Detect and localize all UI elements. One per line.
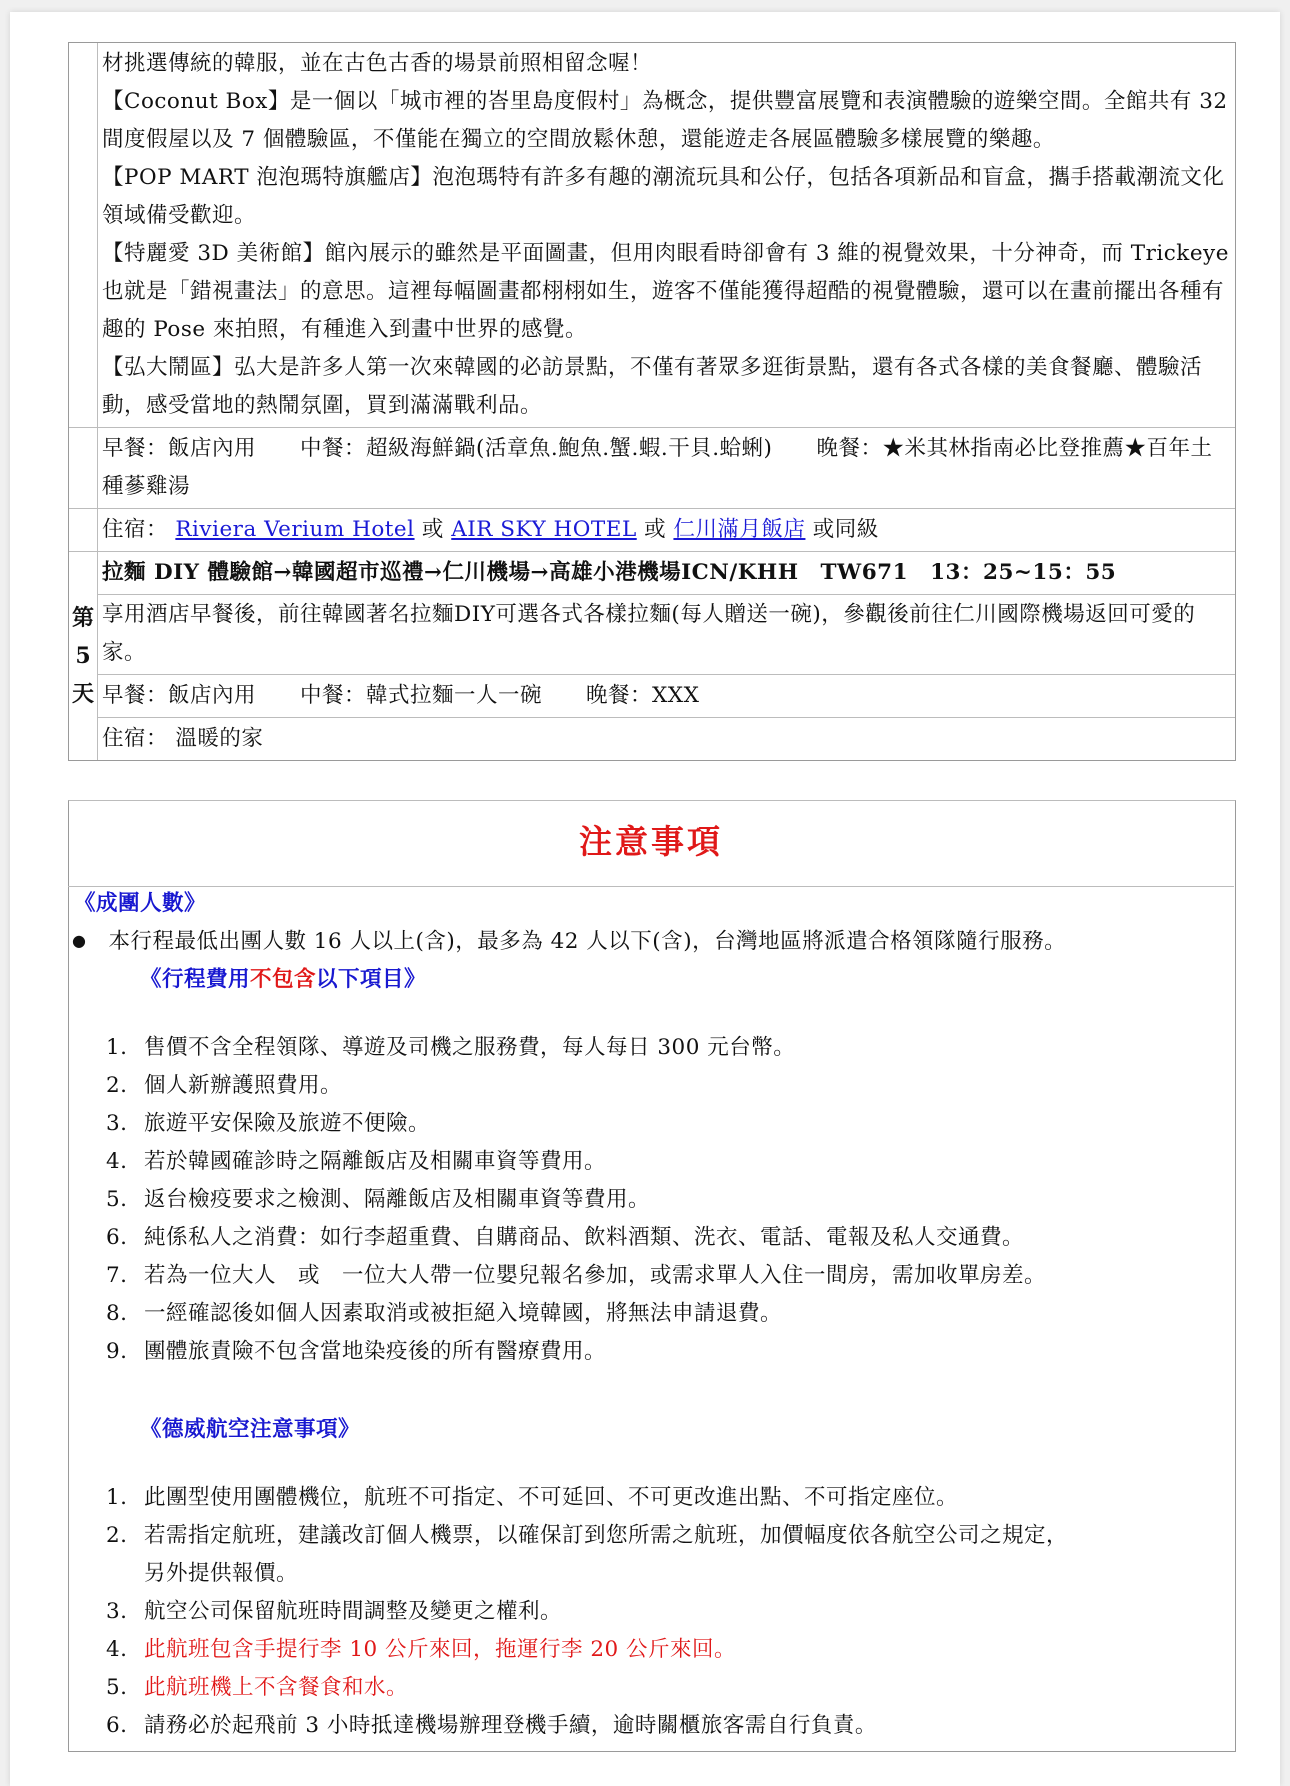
airline-heading: 《德威航空注意事項》 [140,1417,361,1442]
item-number: 2. [106,1073,128,1098]
item-text: 一經確認後如個人因素取消或被拒絕入境韓國，將無法申請退費。 [144,1301,783,1326]
item-number: 3. [106,1111,128,1136]
day5-label-char: 第 [71,605,94,631]
list-item [106,1556,298,1587]
list-item [106,1030,795,1061]
hotel-link-riviera[interactable]: Riviera Verium Hotel [175,517,415,542]
list-item [106,1144,606,1175]
item-number: 2. [106,1523,128,1548]
notes-title-box [68,800,1234,887]
day5-row [69,552,1235,760]
item-text: 若需指定航班，建議改訂個人機票，以確保訂到您所需之航班，加價幅度依各航空公司之規定， [144,1523,1069,1548]
hotel-link-airsky[interactable]: AIR SKY HOTEL [451,517,637,542]
item-text: 另外提供報價。 [144,1561,299,1586]
excluded-heading-part: 《行程費用 [140,967,251,992]
hotel-suffix: 或同級 [812,517,879,542]
group-size-text: 本行程最低出團人數 16 人以上(含)，最多為 42 人以下(含)，台灣地區將派遣合格領隊隨行服務。 [108,929,1067,954]
list-item [106,1220,1024,1251]
item-text-red: 此航班包含手提行李 10 公斤來回，拖運行李 20 公斤來回。 [144,1637,737,1662]
hotel-link-incheon[interactable]: 仁川滿月飯店 [673,517,806,542]
day4-meals-row [69,428,1235,509]
list-item [106,1106,430,1137]
item-text: 純係私人之消費：如行李超重費、自購商品、飲料酒類、洗衣、電話、電報及私人交通費。 [144,1225,1025,1250]
day4-paragraph: 【POP MART 泡泡瑪特旗艦店】泡泡瑪特有許多有趣的潮流玩具和公仔，包括各項新品和盲盒，攜手搭載潮流文化領域備受歡迎。 [102,165,1225,228]
document-page [10,12,1280,1786]
list-item [106,1594,562,1625]
list-item [106,1670,408,1701]
item-number: 4. [106,1637,128,1662]
item-text: 此團型使用團體機位，航班不可指定、不可延回、不可更改進出點、不可指定座位。 [144,1485,959,1510]
item-number: 1. [106,1035,128,1060]
item-number: 6. [106,1713,128,1738]
item-text-red: 此航班機上不含餐食和水。 [144,1675,409,1700]
day4-paragraph: 【弘大鬧區】弘大是許多人第一次來韓國的必訪景點，不僅有著眾多逛街景點，還有各式各樣的美食餐廳、體驗活動，感受當地的熱鬧氛圍，買到滿滿戰利品。 [102,355,1203,418]
itinerary-table [68,42,1236,761]
day4-description [98,43,1235,427]
day5-label [69,552,98,760]
day5-label-char: 天 [71,681,94,707]
list-item [106,1296,782,1327]
excluded-heading [140,962,426,993]
day5-description: 享用酒店早餐後，前往韓國著名拉麵DIY可選各式各樣拉麵(每人贈送一碗)，參觀後前往仁川國際機場返回可愛的家。 [98,594,1235,675]
group-size-bullet [72,924,1066,955]
list-item [106,1518,1068,1549]
list-item [106,1480,958,1511]
notes-title: 注意事項 [579,822,723,861]
item-number: 1. [106,1485,128,1510]
item-text: 團體旅責險不包含當地染疫後的所有醫療費用。 [144,1339,607,1364]
item-text: 返台檢疫要求之檢測、隔離飯店及相關車資等費用。 [144,1187,651,1212]
day-label-empty [69,509,98,551]
list-item [106,1632,736,1663]
group-size-heading: 《成團人數》 [74,891,207,916]
list-item [106,1334,606,1365]
item-number: 5. [106,1675,128,1700]
item-text: 航空公司保留航班時間調整及變更之權利。 [144,1599,563,1624]
bullet-icon: ● [72,931,87,950]
list-item [106,1068,342,1099]
item-number: 3. [106,1599,128,1624]
day4-hotel [98,509,1235,551]
day5-meals: 早餐：飯店內用 中餐：韓式拉麵一人一碗 晚餐：XXX [98,675,1235,718]
item-number: 4. [106,1149,128,1174]
day5-label-char: 5 [75,643,91,669]
day5-hotel: 住宿： 溫暖的家 [102,726,264,751]
item-text: 售價不含全程領隊、導遊及司機之服務費，每人每日 300 元台幣。 [144,1035,796,1060]
day5-route: 拉麵 DIY 體驗館→韓國超市巡禮→仁川機場→高雄小港機場ICN/KHH TW671 13：25~15：55 [98,552,1235,595]
excluded-heading-part: 以下項目》 [316,967,427,992]
item-number: 5. [106,1187,128,1212]
day4-description-row [69,43,1235,428]
day-label-empty [69,43,98,427]
item-text: 若於韓國確診時之隔離飯店及相關車資等費用。 [144,1149,607,1174]
day4-paragraph: 【Coconut Box】是一個以「城市裡的峇里島度假村」為概念，提供豐富展覽和表演體驗的遊樂空間。全館共有 32 間度假屋以及 7 個體驗區，不僅能在獨立的空間放鬆休憩，還能遊走各展區體驗多樣展覽的樂趣。 [102,89,1228,152]
day4-hotel-row [69,509,1235,552]
item-number: 6. [106,1225,128,1250]
item-text: 旅遊平安保險及旅遊不便險。 [144,1111,431,1136]
list-item [106,1182,650,1213]
hotel-prefix: 住宿： [102,517,169,542]
item-number: 7. [106,1263,128,1288]
day5-content [98,552,1235,760]
day4-meals: 早餐：飯店內用 中餐：超級海鮮鍋(活章魚.鮑魚.蟹.蝦.干貝.蛤蜊) 晚餐：★米其林指南必比登推薦★百年土種蔘雞湯 [102,436,1213,499]
item-text: 請務必於起飛前 3 小時抵達機場辦理登機手續，逾時關櫃旅客需自行負責。 [144,1713,877,1738]
item-text: 若為一位大人 或 一位大人帶一位嬰兒報名參加，或需求單人入住一間房，需加收單房差。 [144,1263,1047,1288]
or-text: 或 [421,517,444,542]
day4-paragraph: 【特麗愛 3D 美術館】館內展示的雖然是平面圖畫，但用肉眼看時卻會有 3 維的視覺效果，十分神奇，而 Trickeye 也就是「錯視畫法」的意思。這裡每幅圖畫都栩栩如生，遊客不僅能獲得超酷的視覺體驗，還可以在畫前擺出各種有趣的 Pose 來拍照，有種進入到畫中世界的感覺。 [102,241,1229,342]
list-item [106,1258,1046,1289]
or-text: 或 [644,517,667,542]
list-item [106,1708,877,1739]
item-number: 9. [106,1339,128,1364]
item-number: 8. [106,1301,128,1326]
excluded-heading-emphasis: 不包含 [250,967,317,992]
day4-paragraph: 材挑選傳統的韓服，並在古色古香的場景前照相留念喔！ [102,51,653,76]
day-label-empty [69,428,98,508]
item-text: 個人新辦護照費用。 [144,1073,343,1098]
